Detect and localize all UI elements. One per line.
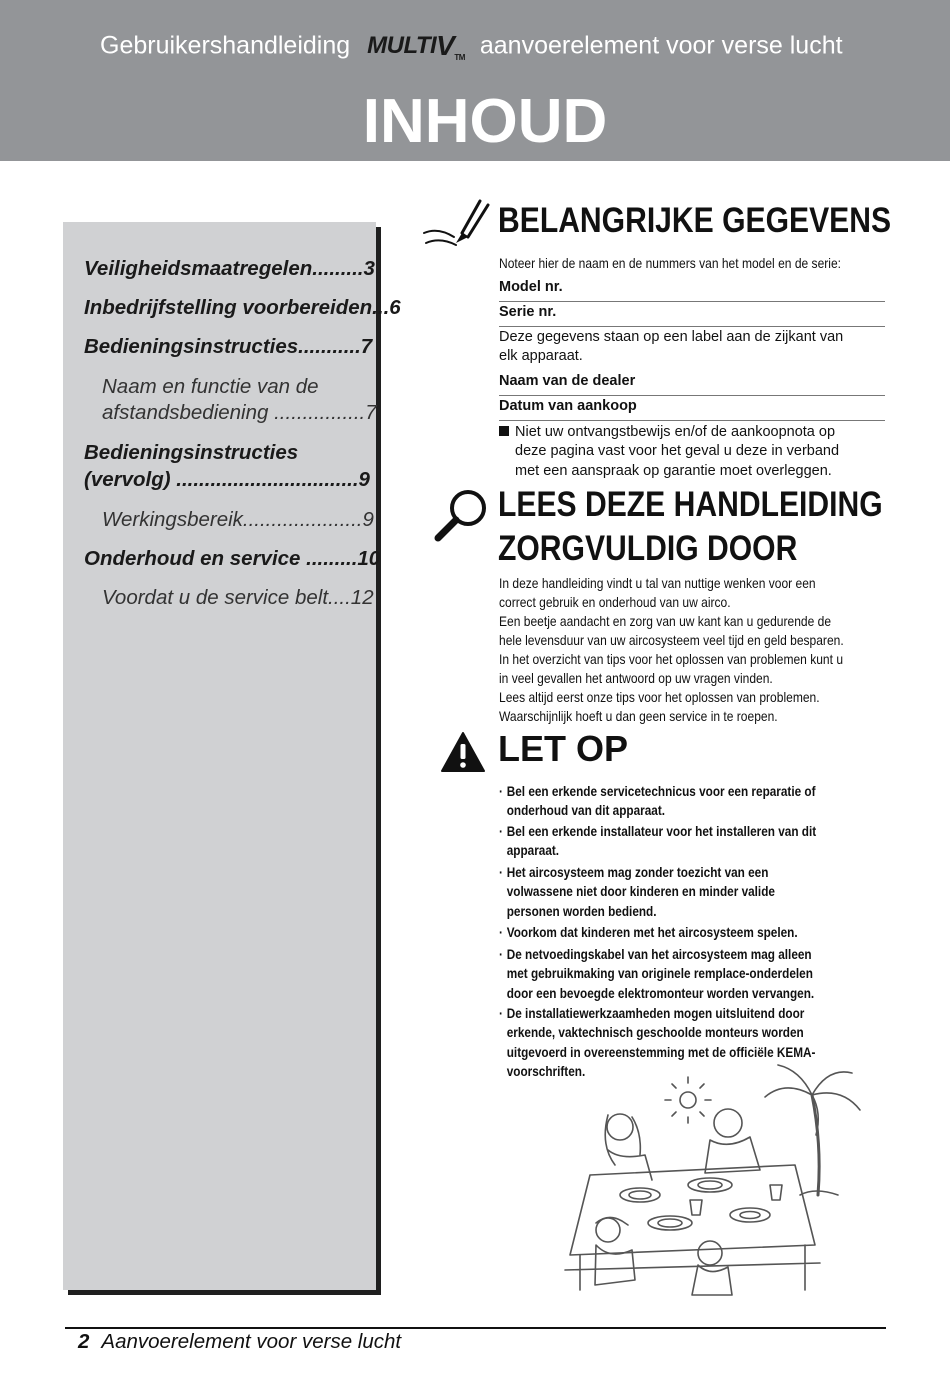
footer-label: Aanvoerelement voor verse lucht: [101, 1330, 402, 1353]
toc-item-remote-line2[interactable]: afstandsbediening ................7: [102, 401, 377, 424]
caution-item-6-line3: uitgevoerd in overeenstemming met de officiële KEMA-: [506, 1044, 816, 1060]
bullet-dot: ·: [499, 824, 503, 839]
caution-item-4-line1: Voorkom dat kinderen met het aircosysteem spelen.: [506, 925, 798, 940]
logo-tm: TM: [454, 53, 465, 62]
bullet-dot: ·: [499, 925, 503, 940]
purchase-date-field[interactable]: Datum van aankoop: [499, 397, 885, 421]
logo-v: V: [436, 30, 455, 61]
toc-panel: [63, 222, 401, 1290]
read-line-5: In het overzicht van tips voor het oplossen van problemen kunt u: [499, 651, 844, 667]
page-footer: [78, 1330, 401, 1354]
label-note-line1: Deze gegevens staan op een label aan de zijkant van: [499, 329, 844, 345]
read-line-3: Een beetje aandacht en zorg van uw kant kan u gedurende de: [499, 613, 832, 629]
receipt-note-line2: deze pagina vast voor het geval u deze in verband: [515, 443, 840, 459]
important-intro: Noteer hier de naam en de nummers van het model en de serie:: [499, 255, 841, 271]
caution-item-4: [499, 923, 877, 942]
page-header: [0, 0, 950, 161]
read-line-2: correct gebruik en onderhoud van uw airco.: [499, 594, 731, 610]
magnifier-icon: [430, 486, 492, 544]
bullet-dot: ·: [499, 947, 503, 962]
header-manual-label: Gebruikershandleiding: [100, 31, 351, 60]
caution-item-1-line1: Bel een erkende servicetechnicus voor een reparatie of: [506, 784, 816, 799]
caution-item-2: [499, 822, 877, 861]
page-number: 2: [78, 1330, 90, 1353]
toc-item-operating-continued-line2[interactable]: (vervolg) ................................9: [84, 468, 370, 491]
caution-item-5-line3: door een bevoegde elektromonteur worden vervangen.: [506, 985, 815, 1001]
caution-item-5-line1: De netvoedingskabel van het aircosysteem mag alleen: [506, 947, 812, 962]
caution-item-6-line1: De installatiewerkzaamheden mogen uitsluitend door: [506, 1006, 805, 1021]
header-product-label: aanvoerelement voor verse lucht: [479, 31, 843, 60]
caution-item-5: [499, 945, 877, 1003]
label-note-line2: elk apparaat.: [499, 348, 583, 364]
read-line-4: hele levensduur van uw aircosysteem veel tijd en geld besparen.: [499, 632, 844, 648]
caution-item-1-line2: onderhoud van dit apparaat.: [506, 803, 666, 819]
page-title: INHOUD: [362, 87, 608, 156]
pen-icon: [418, 197, 492, 253]
caution-item-3-line3: personen worden bediend.: [506, 903, 657, 919]
receipt-note-text1: Niet uw ontvangstbewijs en/of de aankoopnota op: [515, 424, 836, 440]
receipt-note-line1: [499, 423, 835, 443]
picnic-illustration: [560, 1055, 890, 1300]
toc-item-safety[interactable]: Veiligheidsmaatregelen.........3: [84, 257, 375, 280]
caution-title: LET OP: [498, 728, 629, 769]
read-line-8: Waarschijnlijk hoeft u dan geen service in te roepen.: [499, 708, 778, 724]
important-data-title: BELANGRIJKE GEGEVENS: [498, 201, 892, 240]
caution-item-1: [499, 782, 877, 821]
warning-icon: [440, 730, 486, 774]
toc-item-maintenance[interactable]: Onderhoud en service .........10: [84, 547, 381, 570]
dealer-name-field[interactable]: Naam van de dealer: [499, 372, 885, 396]
bullet-dot: ·: [499, 865, 503, 880]
caution-item-5-line2: met gebruikmaking van originele remplace-onderdelen: [506, 966, 813, 982]
bullet-dot: ·: [499, 1006, 503, 1021]
toc-item-before-service[interactable]: Voordat u de service belt....12: [102, 586, 374, 609]
caution-item-6-line2: erkende, vaktechnisch geschoolde monteurs worden: [506, 1025, 804, 1041]
caution-item-2-line1: Bel een erkende installateur voor het installeren van dit: [506, 824, 817, 839]
bullet-dot: ·: [499, 784, 503, 799]
footer-rule: [65, 1327, 886, 1329]
read-manual-title-line1: LEES DEZE HANDLEIDING: [498, 485, 883, 524]
toc-item-operating-range[interactable]: Werkingsbereik.....................9: [102, 508, 374, 531]
caution-item-2-line2: apparaat.: [506, 843, 560, 859]
read-line-1: In deze handleiding vindt u tal van nuttige wenken voor een: [499, 575, 816, 591]
caution-item-3: [499, 863, 877, 921]
toc-item-operating-continued-line1[interactable]: Bedieningsinstructies: [84, 441, 299, 464]
toc-item-preparation[interactable]: Inbedrijfstelling voorbereiden...6: [84, 296, 401, 319]
header-line: [100, 30, 880, 62]
square-bullet-icon: [499, 426, 509, 436]
read-line-7: Lees altijd eerst onze tips voor het oplossen van problemen.: [499, 689, 820, 705]
read-manual-title-line2: ZORGVULDIG DOOR: [498, 529, 798, 568]
receipt-note-line3: met een aanspraak op garantie moet overleggen.: [515, 463, 832, 479]
serial-number-field[interactable]: Serie nr.: [499, 303, 885, 327]
caution-item-3-line1: Het aircosysteem mag zonder toezicht van een: [506, 865, 769, 880]
toc-item-operating-instructions[interactable]: Bedieningsinstructies...........7: [84, 335, 373, 358]
caution-item-3-line2: volwassene niet door kinderen en minder valide: [506, 884, 775, 900]
caution-item-6-line4: voorschriften.: [506, 1063, 586, 1079]
model-number-field[interactable]: Model nr.: [499, 278, 885, 302]
logo-text: MULTI: [367, 32, 437, 59]
read-line-6: in veel gevallen het antwoord op uw vragen vinden.: [499, 670, 773, 686]
multi-v-logo: [367, 30, 465, 62]
toc-item-remote-line1[interactable]: Naam en functie van de: [102, 375, 319, 398]
